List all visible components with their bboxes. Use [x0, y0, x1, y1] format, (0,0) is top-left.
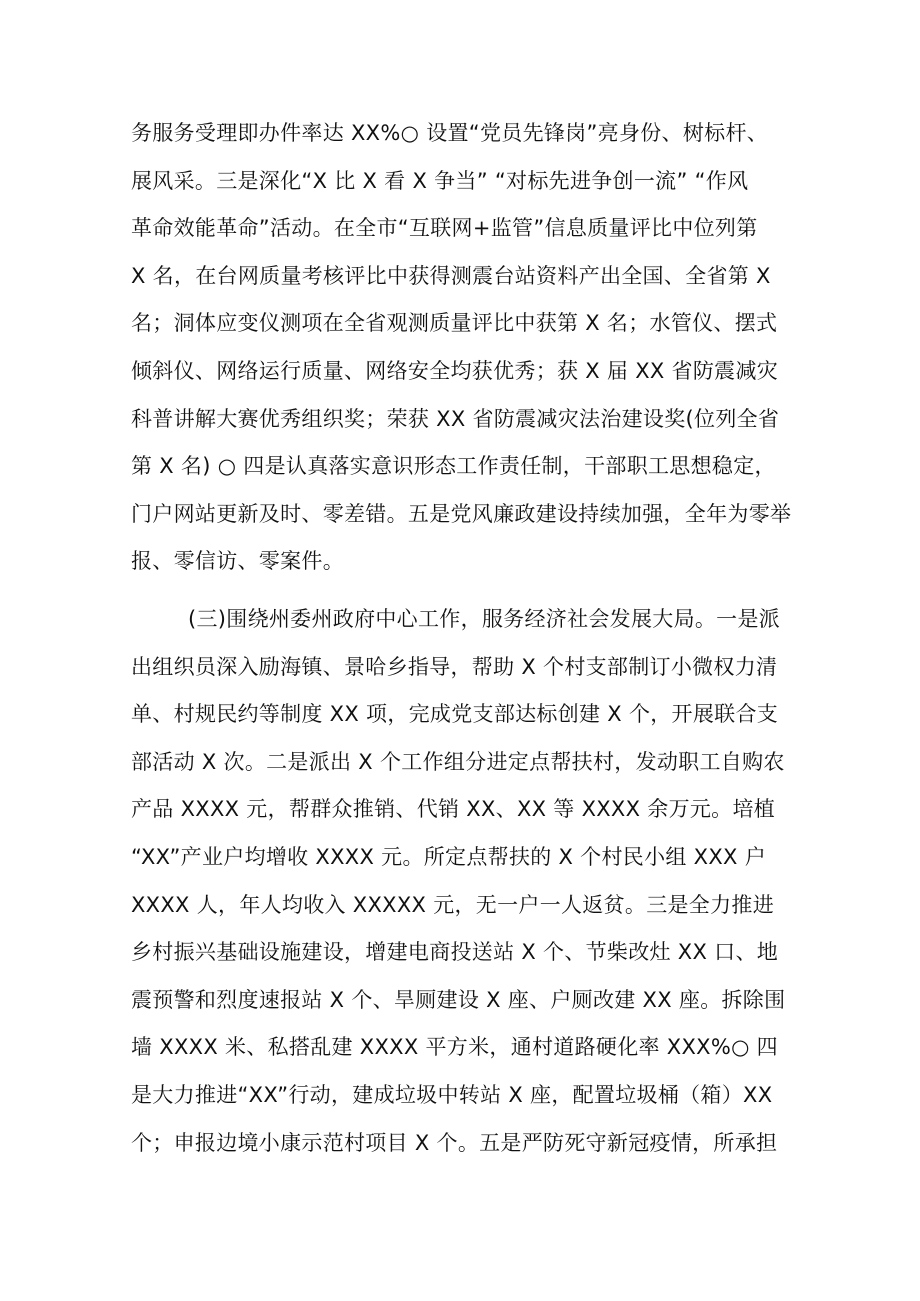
text-line: 展风采。三是深化“X 比 X 看 X 争当” “对标先进争创一流” “作风	[131, 168, 749, 193]
text-line: 是大力推进“XX”行动，建成垃圾中转站 X 座，配置垃圾桶（箱）XX	[131, 1082, 773, 1107]
text-line: 产品 XXXX 元，帮群众推销、代销 XX、XX 等 XXXX 余万元。培植	[131, 797, 776, 822]
text-line: 务服务受理即办件率达 XX%○ 设置“党员先锋岗”亮身份、树标杆、	[131, 121, 769, 145]
text-line: 科普讲解大赛优秀组织奖；荣获 XX 省防震减灾法治建设奖(位列全省	[131, 406, 780, 431]
text-line: X 名，在台网质量考核评比中获得测震台站资料产出全国、全省第 X	[131, 263, 771, 288]
text-line: 出组织员深入励海镇、景哈乡指导，帮助 X 个村支部制订小微权力清	[131, 654, 778, 679]
text-line: 第 X 名) ○ 四是认真落实意识形态工作责任制，干部职工思想稳定，	[131, 454, 776, 479]
text-line: 单、村规民约等制度 XX 项，完成党支部达标创建 X 个，开展联合支	[131, 702, 779, 727]
paragraph-central-work	[131, 596, 801, 1167]
text-line: 个；申报边境小康示范村项目 X 个。五是严防死守新冠疫情，所承担	[131, 1130, 778, 1155]
text-line: 门户网站更新及时、零差错。五是党风廉政建设持续加强，全年为零举	[131, 501, 792, 526]
text-line: 名；洞体应变仪测项在全省观测质量评比中获第 X 名；水管仪、摆式	[131, 311, 778, 336]
section-heading-line: (三)围绕州委州政府中心工作，服务经济社会发展大局。一是派	[188, 607, 781, 631]
text-line: XXXX 人，年人均收入 XXXXX 元，无一户一人返贫。三是全力推进	[131, 892, 774, 917]
text-line: 墙 XXXX 米、私搭乱建 XXXX 平方米，通村道路硬化率 XXX%○ 四	[131, 1035, 778, 1060]
text-line: “XX”产业户均增收 XXXX 元。所定点帮扶的 X 个村民小组 XXX 户	[131, 844, 766, 869]
text-line: 倾斜仪、网络运行质量、网络安全均获优秀；获 X 届 XX 省防震减灾	[131, 358, 779, 383]
paragraph-party-building	[131, 110, 801, 586]
text-line: 部活动 X 次。二是派出 X 个工作组分进定点帮扶村，发动职工自购农	[131, 749, 785, 774]
text-line: 乡村振兴基础设施建设，增建电商投送站 X 个、节柴改灶 XX 口、地	[131, 940, 779, 965]
text-line: 报、零信访、零案件。	[131, 549, 344, 574]
text-line: 革命效能革命”活动。在全市“互联网+监管”信息质量评比中位列第	[131, 216, 758, 241]
text-line: 震预警和烈度速报站 X 个、旱厕建设 X 座、户厕改建 XX 座。拆除围	[131, 987, 786, 1012]
